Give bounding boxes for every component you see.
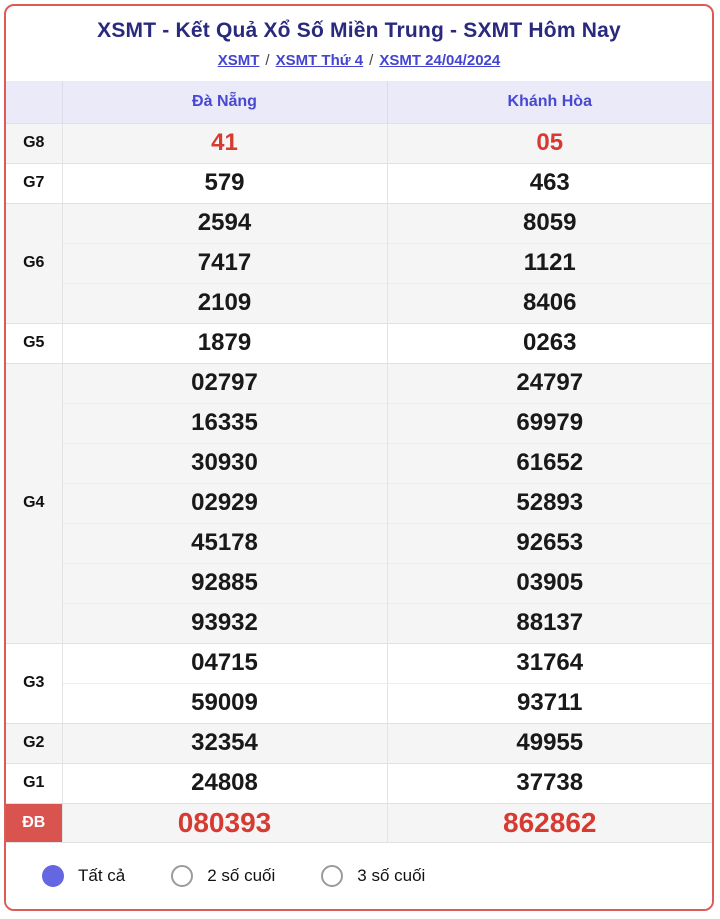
result-row bbox=[6, 523, 712, 563]
prize-value: 02797 bbox=[62, 363, 387, 403]
prize-value: 32354 bbox=[62, 723, 387, 763]
breadcrumb-separator: / bbox=[369, 52, 374, 69]
radio-option-1[interactable] bbox=[171, 865, 275, 887]
prize-value: 61652 bbox=[387, 443, 712, 483]
prize-value: 37738 bbox=[387, 763, 712, 803]
prize-label-g4: G4 bbox=[6, 363, 62, 643]
result-row bbox=[6, 723, 712, 763]
prize-value: 0263 bbox=[387, 323, 712, 363]
prize-value: 04715 bbox=[62, 643, 387, 683]
result-row bbox=[6, 563, 712, 603]
prize-value: 03905 bbox=[387, 563, 712, 603]
result-row bbox=[6, 403, 712, 443]
prize-value: 8406 bbox=[387, 283, 712, 323]
prize-value: 1879 bbox=[62, 323, 387, 363]
prize-value: 24797 bbox=[387, 363, 712, 403]
prize-value: 1121 bbox=[387, 243, 712, 283]
breadcrumb-link-date[interactable]: XSMT 24/04/2024 bbox=[379, 52, 501, 69]
result-row bbox=[6, 243, 712, 283]
result-row bbox=[6, 683, 712, 723]
prize-value: 52893 bbox=[387, 483, 712, 523]
breadcrumb bbox=[6, 52, 712, 69]
page-title: XSMT - Kết Quả Xổ Số Miền Trung - SXMT Hôm Nay bbox=[97, 19, 621, 42]
prize-value: 93711 bbox=[387, 683, 712, 723]
result-row bbox=[6, 643, 712, 683]
result-row bbox=[6, 363, 712, 403]
result-row bbox=[6, 163, 712, 203]
prize-value: 080393 bbox=[62, 803, 387, 842]
prize-value: 92885 bbox=[62, 563, 387, 603]
prize-value: 69979 bbox=[387, 403, 712, 443]
radio-option-2[interactable] bbox=[321, 865, 425, 887]
result-row bbox=[6, 323, 712, 363]
prize-value: 05 bbox=[387, 123, 712, 163]
prize-value: 16335 bbox=[62, 403, 387, 443]
column-header-da-nang: Đà Nẵng bbox=[62, 81, 387, 123]
result-row bbox=[6, 603, 712, 643]
breadcrumb-link-xsmt[interactable]: XSMT bbox=[217, 52, 260, 69]
prize-label-đb: ĐB bbox=[6, 803, 62, 842]
results-table bbox=[6, 81, 712, 842]
result-row bbox=[6, 763, 712, 803]
prize-label-g3: G3 bbox=[6, 643, 62, 723]
prize-label-g2: G2 bbox=[6, 723, 62, 763]
prize-value: 8059 bbox=[387, 203, 712, 243]
breadcrumb-link-weekday[interactable]: XSMT Thứ 4 bbox=[275, 52, 364, 69]
prize-label-g5: G5 bbox=[6, 323, 62, 363]
prize-value: 579 bbox=[62, 163, 387, 203]
result-row bbox=[6, 283, 712, 323]
result-row bbox=[6, 443, 712, 483]
result-row bbox=[6, 123, 712, 163]
prize-value: 30930 bbox=[62, 443, 387, 483]
radio-label: Tất cả bbox=[78, 866, 126, 885]
prize-label-g1: G1 bbox=[6, 763, 62, 803]
column-header-khanh-hoa: Khánh Hòa bbox=[387, 81, 712, 123]
prize-label-g7: G7 bbox=[6, 163, 62, 203]
prize-value: 92653 bbox=[387, 523, 712, 563]
radio-option-0[interactable] bbox=[42, 865, 125, 887]
prize-value: 88137 bbox=[387, 603, 712, 643]
prize-label-g6: G6 bbox=[6, 203, 62, 323]
prize-value: 41 bbox=[62, 123, 387, 163]
radio-circle-icon[interactable] bbox=[171, 865, 193, 887]
breadcrumb-separator: / bbox=[265, 52, 270, 69]
prize-value: 463 bbox=[387, 163, 712, 203]
filter-bar bbox=[6, 842, 712, 909]
result-row bbox=[6, 203, 712, 243]
prize-value: 02929 bbox=[62, 483, 387, 523]
card-header bbox=[6, 6, 712, 69]
prize-value: 59009 bbox=[62, 683, 387, 723]
prize-value: 24808 bbox=[62, 763, 387, 803]
table-header-row bbox=[6, 81, 712, 123]
prize-value: 93932 bbox=[62, 603, 387, 643]
corner-cell bbox=[6, 81, 62, 123]
prize-value: 31764 bbox=[387, 643, 712, 683]
results-card bbox=[4, 4, 714, 911]
prize-value: 2109 bbox=[62, 283, 387, 323]
prize-value: 7417 bbox=[62, 243, 387, 283]
prize-value: 2594 bbox=[62, 203, 387, 243]
result-row bbox=[6, 803, 712, 842]
prize-value: 45178 bbox=[62, 523, 387, 563]
result-row bbox=[6, 483, 712, 523]
radio-label: 2 số cuối bbox=[207, 866, 276, 885]
radio-label: 3 số cuối bbox=[357, 866, 426, 885]
radio-circle-icon[interactable] bbox=[321, 865, 343, 887]
results-table-body bbox=[6, 81, 712, 842]
prize-label-g8: G8 bbox=[6, 123, 62, 163]
prize-value: 49955 bbox=[387, 723, 712, 763]
prize-value: 862862 bbox=[387, 803, 712, 842]
radio-circle-icon[interactable] bbox=[42, 865, 64, 887]
